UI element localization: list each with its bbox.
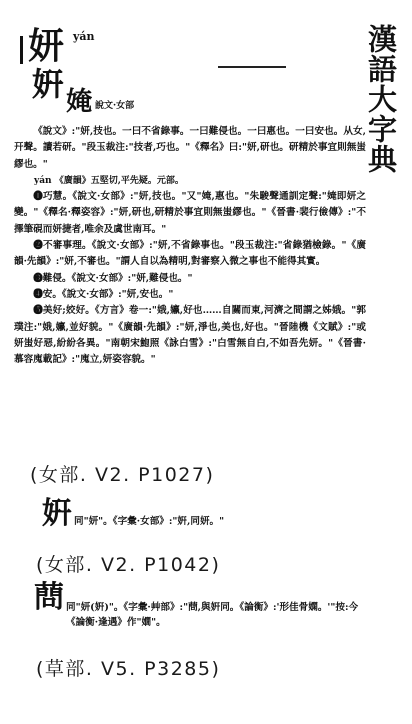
headword-character: 妍 — [28, 25, 65, 67]
pen-dash-mark — [218, 66, 286, 68]
definition-line: ❺美好;姣好。《方言》卷一:"娥,㜲,好也……自關而東,河濟之間謂之姊娥。"郭璞注:"娥,㜲,並好貌。"《廣韻·先韻》:"妍,淨也,美也,好也。"晉陸機《文賦》:"或妍蚩好惡,紛紛各異。"南朝宋鮑照《詠白雪》:"白雪無自白,不如吾先妍。"《晉書·慕容廆載記》:"廆立,妍姿容貌。" — [14, 305, 366, 366]
definition-line: ❹安。《說文·女部》:"妍,安也。" — [33, 288, 174, 300]
pronunciation-line: yán 《廣韻》五堅切,平先疑。元部。 — [34, 175, 184, 186]
definition-line: ❸難侵。《說文·女部》:"妍,難侵也。" — [33, 272, 193, 284]
definition-line: ❷不審事理。《說文·女部》:"妍,不省錄事也。"段玉裁注:"省錄猶檢錄。"《廣韻·先韻》:"妍,不審也。"謂人自以為精明,對審察入微之事也不能得其實。 — [14, 240, 366, 268]
definition-line: 《說文》:"妍,技也。一曰不省錄事。一曰難侵也。一曰惠也。一曰安也。从女,幵聲。讀若研。"段玉裁注:"技者,巧也。"《釋名》曰:"妍,研也。研精於事宜則無蚩繆也。" — [14, 126, 366, 170]
glyph-variant-a: 姸 — [32, 65, 65, 103]
entry-marker — [20, 36, 23, 64]
glyph-source: 說文·女部 — [95, 101, 135, 111]
dictionary-title: 漢語大字典 — [364, 24, 398, 174]
definition-body — [14, 124, 366, 368]
variant-entry-text: 同"妍(姸)"。《字彙·艸部》:"蔄,與姸同。《論衡》:'形佳骨嫻。'"按:今《論衡·逢遇》作"嫺"。 — [66, 602, 359, 628]
variant-entry-character: 姸 — [42, 496, 72, 531]
handwritten-note: (女部. V2. P1027) — [30, 464, 215, 486]
variant-entry-text: 同"妍"。《字彙·女部》:"姸,同妍。" — [74, 516, 225, 527]
glyph-variant-b-seal: 㛪 — [66, 87, 93, 117]
handwritten-note: (草部. V5. P3285) — [36, 658, 221, 680]
variant-entry-character: 蔄 — [34, 580, 64, 615]
definition-line: ❶巧慧。《說文·女部》:"妍,技也。"又"㛪,惠也。"朱駿聲通訓定聲:"㛪即妍之變。"《釋名·釋姿容》:"妍,研也,研精於事宜則無蚩繆也。"《晉書·裴行儉傳》:"不擇筆硯而妍捷者,唯余及虞世南耳。" — [14, 191, 366, 235]
headword-pinyin: yán — [73, 30, 95, 43]
handwritten-note: (女部. V2. P1042) — [36, 554, 221, 576]
